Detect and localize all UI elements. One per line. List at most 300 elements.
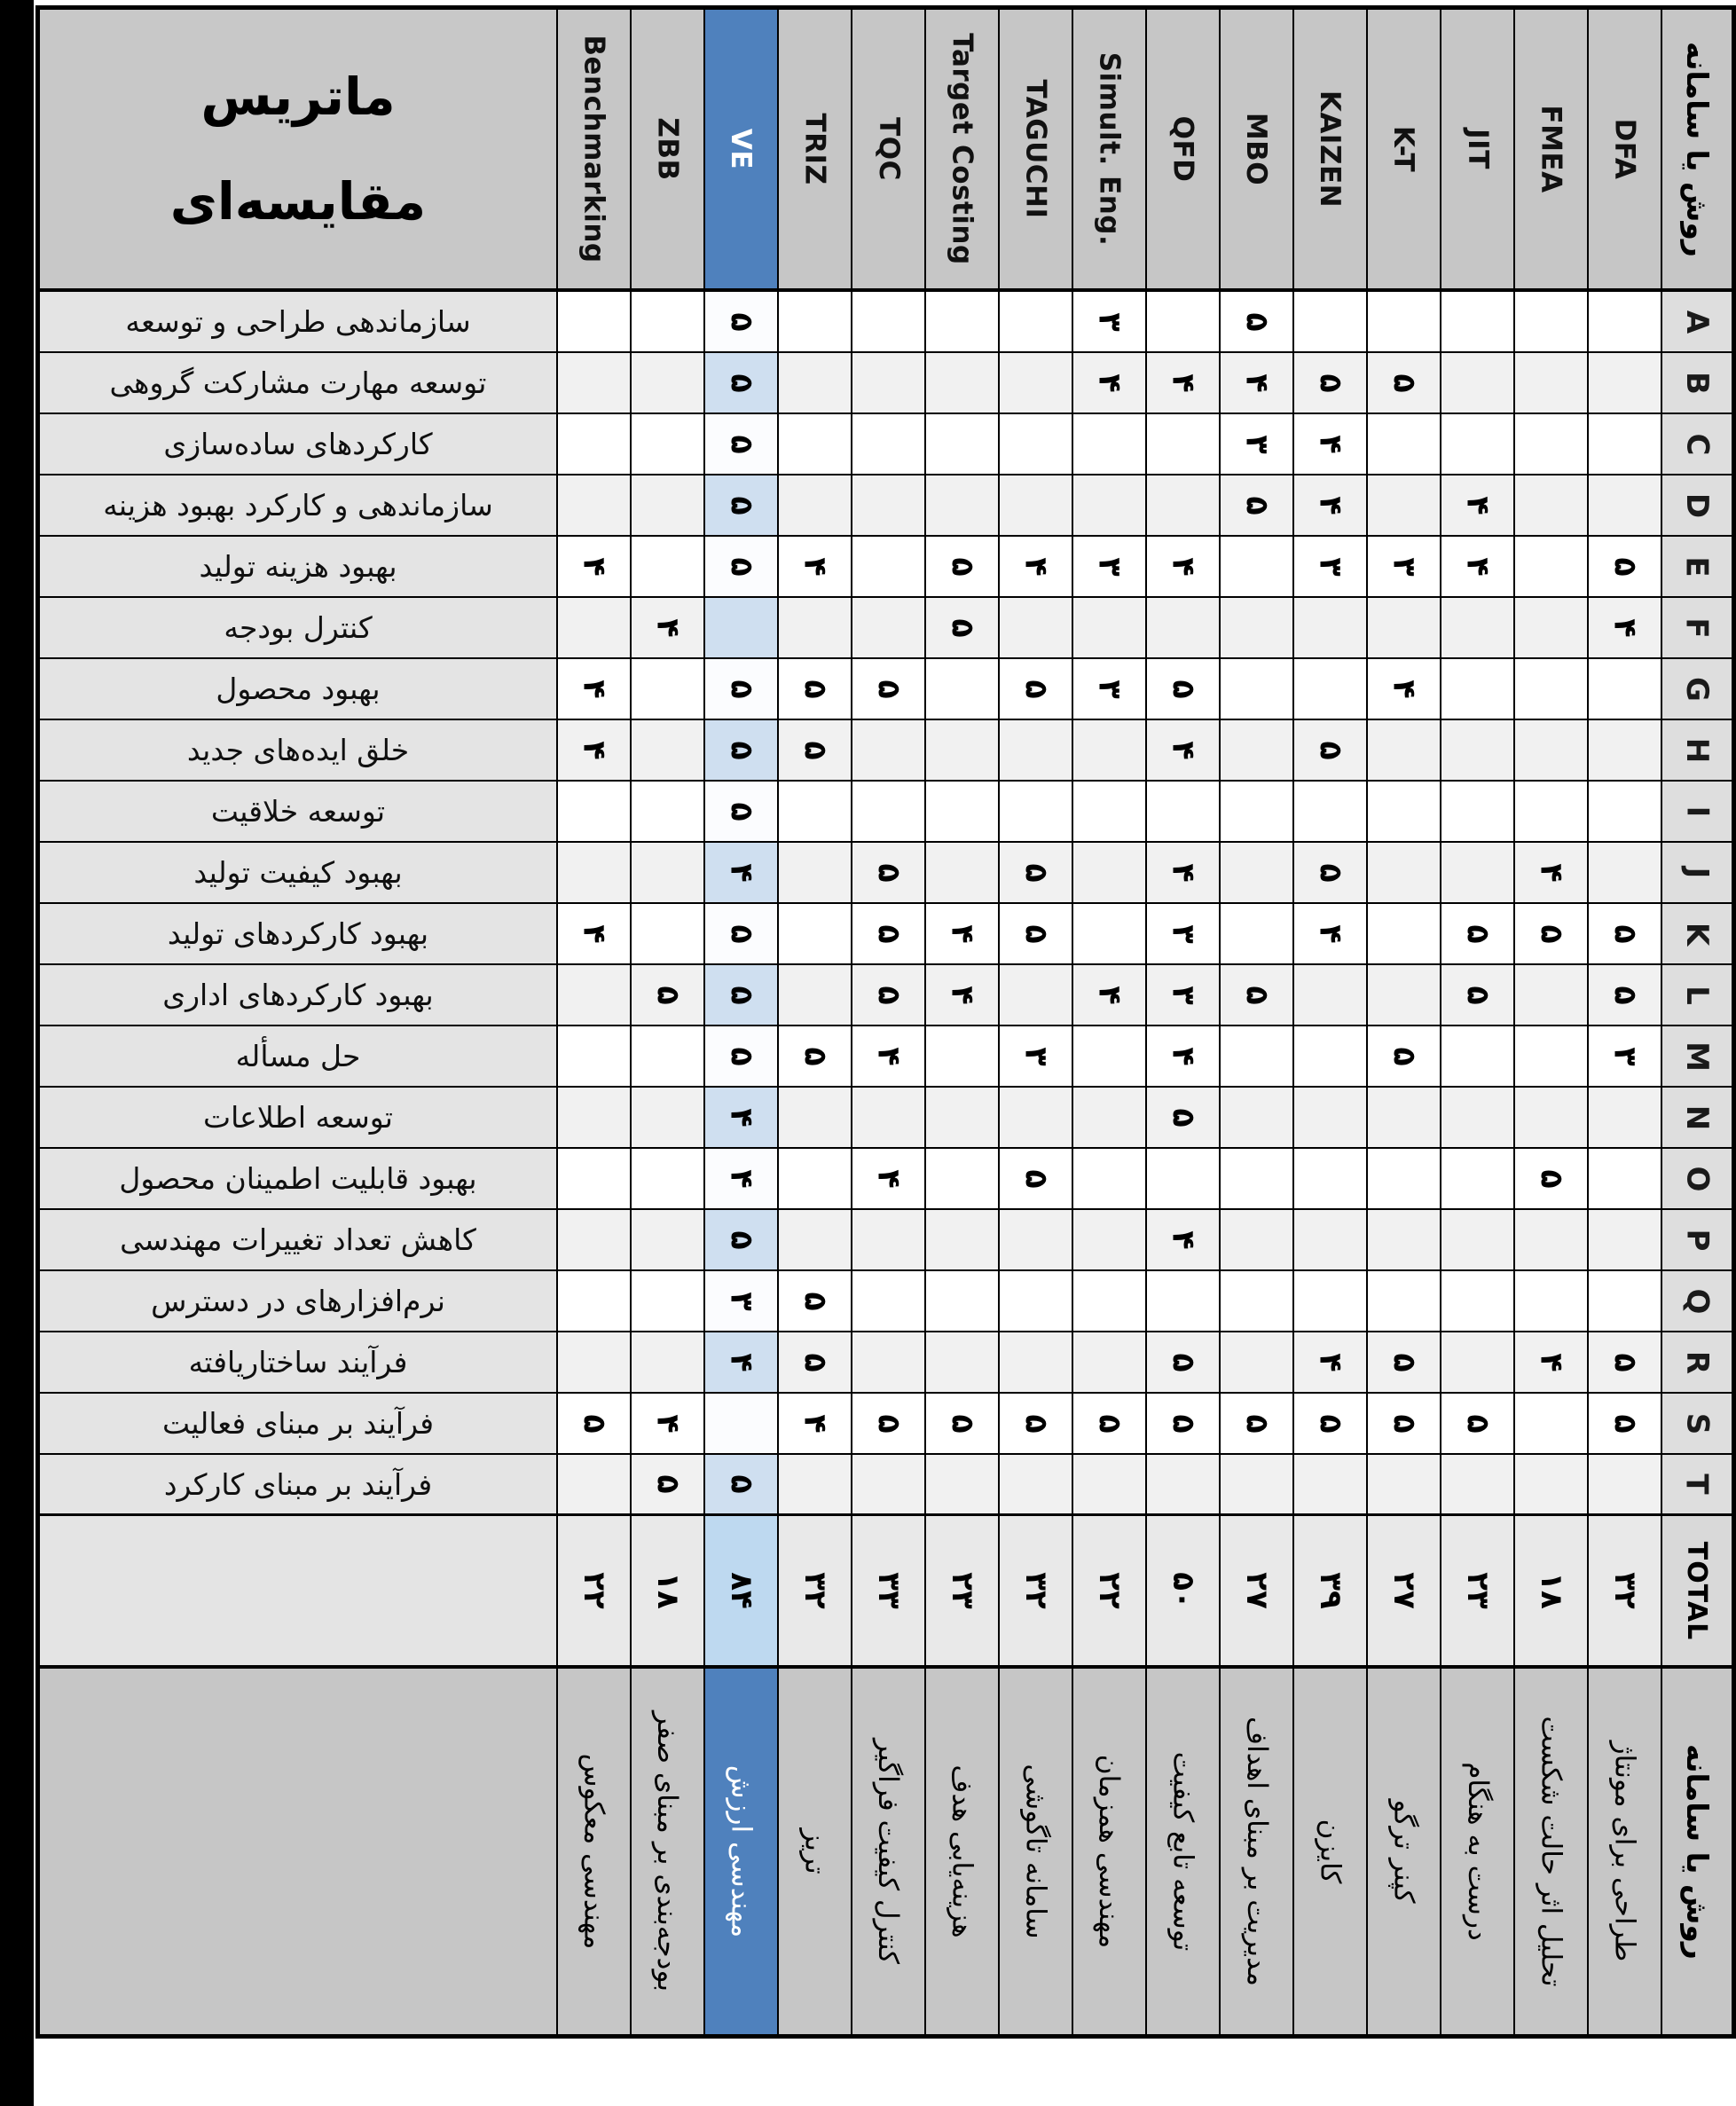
matrix-cell-N-simult-eng- — [1073, 1088, 1147, 1149]
matrix-cell-J-mbo — [1221, 843, 1294, 904]
column-header-label: FMEA — [1535, 105, 1567, 193]
matrix-cell-B-mbo — [1221, 353, 1294, 414]
matrix-cell-K-target-costing — [926, 904, 1000, 965]
matrix-cell-I-fmea — [1515, 782, 1589, 843]
matrix-cell-D-target-costing — [926, 475, 1000, 537]
row-letter-label: K — [1678, 922, 1715, 946]
matrix-cell-C-zbb — [632, 414, 705, 475]
row-letter-label: E — [1678, 555, 1715, 578]
row-label-text: بهبود کیفیت تولید — [193, 855, 403, 890]
cell-value: ۴ — [576, 923, 612, 944]
total-cell-taguchi — [1000, 1516, 1073, 1669]
cell-value: ۳ — [1017, 1046, 1054, 1066]
method-name-label: مهندسی همزمان — [1093, 1754, 1126, 1949]
matrix-cell-C-dfa — [1589, 414, 1662, 475]
matrix-cell-H-kaizen — [1294, 720, 1368, 782]
matrix-cell-O-zbb — [632, 1149, 705, 1210]
row-label-L — [40, 965, 558, 1026]
row-label-text: فرآیند بر مبنای کارکرد — [163, 1466, 433, 1502]
matrix-cell-P-kaizen — [1294, 1210, 1368, 1271]
column-header-ve — [705, 10, 779, 292]
matrix-cell-D-taguchi — [1000, 475, 1073, 537]
matrix-cell-Q-zbb — [632, 1271, 705, 1332]
matrix-cell-Q-jit — [1441, 1271, 1515, 1332]
matrix-cell-D-k-t — [1368, 475, 1441, 537]
matrix-cell-Q-mbo — [1221, 1271, 1294, 1332]
matrix-cell-C-simult-eng- — [1073, 414, 1147, 475]
row-label-text: بهبود کارکردهای تولید — [167, 916, 429, 951]
cell-value: ۵ — [1606, 556, 1643, 577]
column-header-dfa — [1589, 10, 1662, 292]
method-name-dfa — [1589, 1669, 1662, 2034]
matrix-cell-F-tqc — [852, 598, 926, 659]
matrix-cell-O-fmea — [1515, 1149, 1589, 1210]
matrix-cell-R-k-t — [1368, 1332, 1441, 1394]
matrix-cell-R-dfa — [1589, 1332, 1662, 1394]
matrix-cell-I-triz — [779, 782, 852, 843]
column-header-label: KAIZEN — [1314, 90, 1347, 208]
matrix-cell-E-taguchi — [1000, 537, 1073, 598]
cell-value: ۵ — [723, 1230, 759, 1250]
matrix-cell-H-k-t — [1368, 720, 1441, 782]
row-label-text: خلق ایده‌های جدید — [186, 733, 410, 767]
matrix-cell-J-triz — [779, 843, 852, 904]
matrix-cell-N-mbo — [1221, 1088, 1294, 1149]
matrix-cell-A-benchmarking — [558, 292, 632, 353]
matrix-cell-R-taguchi — [1000, 1332, 1073, 1394]
matrix-cell-P-ve — [705, 1210, 779, 1271]
matrix-cell-H-dfa — [1589, 720, 1662, 782]
total-cell-fmea — [1515, 1516, 1589, 1669]
row-letter-O — [1662, 1149, 1732, 1210]
matrix-cell-N-jit — [1441, 1088, 1515, 1149]
matrix-cell-S-k-t — [1368, 1394, 1441, 1455]
cell-value: ۵ — [1312, 1413, 1348, 1434]
cell-value: ۵ — [1533, 1168, 1569, 1189]
matrix-cell-M-target-costing — [926, 1026, 1000, 1088]
matrix-cell-N-fmea — [1515, 1088, 1589, 1149]
corner-footer-cell — [1662, 1669, 1732, 2034]
row-letter-H — [1662, 720, 1732, 782]
total-value: ۳۲ — [1606, 1572, 1643, 1609]
matrix-cell-B-dfa — [1589, 353, 1662, 414]
matrix-cell-N-taguchi — [1000, 1088, 1073, 1149]
cell-value: ۵ — [723, 740, 759, 760]
matrix-cell-L-kaizen — [1294, 965, 1368, 1026]
cell-value: ۵ — [1017, 1413, 1054, 1434]
cell-value: ۳ — [1238, 434, 1275, 454]
total-value: ۵۰ — [1165, 1572, 1201, 1609]
matrix-cell-L-ve — [705, 965, 779, 1026]
total-value: ۲۳ — [944, 1572, 980, 1609]
matrix-cell-G-triz — [779, 659, 852, 720]
matrix-cell-E-target-costing — [926, 537, 1000, 598]
row-letter-label: S — [1679, 1412, 1715, 1434]
matrix-cell-L-taguchi — [1000, 965, 1073, 1026]
matrix-cell-D-fmea — [1515, 475, 1589, 537]
row-letter-label: Q — [1679, 1288, 1715, 1314]
column-header-zbb — [632, 10, 705, 292]
cell-value: ۵ — [1017, 923, 1054, 944]
matrix-cell-E-qfd — [1147, 537, 1221, 598]
cell-value: ۴ — [1238, 373, 1275, 393]
cell-value: ۵ — [1238, 985, 1275, 1005]
row-letter-G — [1662, 659, 1732, 720]
matrix-title-cell — [40, 10, 558, 292]
matrix-cell-M-dfa — [1589, 1026, 1662, 1088]
matrix-cell-H-fmea — [1515, 720, 1589, 782]
total-value: ۲۲ — [1091, 1572, 1127, 1609]
total-cell-tqc — [852, 1516, 926, 1669]
matrix-cell-E-kaizen — [1294, 537, 1368, 598]
matrix-cell-B-triz — [779, 353, 852, 414]
matrix-cell-F-benchmarking — [558, 598, 632, 659]
matrix-cell-L-zbb — [632, 965, 705, 1026]
total-value: ۲۳ — [1459, 1572, 1496, 1609]
row-letter-B — [1662, 353, 1732, 414]
matrix-cell-N-triz — [779, 1088, 852, 1149]
cell-value: ۵ — [1017, 862, 1054, 883]
matrix-cell-H-zbb — [632, 720, 705, 782]
cell-value: ۵ — [1606, 1352, 1643, 1372]
matrix-cell-C-kaizen — [1294, 414, 1368, 475]
row-letter-K — [1662, 904, 1732, 965]
matrix-cell-P-simult-eng- — [1073, 1210, 1147, 1271]
total-value: ۲۷ — [1386, 1572, 1422, 1609]
matrix-cell-C-triz — [779, 414, 852, 475]
matrix-cell-K-taguchi — [1000, 904, 1073, 965]
cell-value: ۴ — [723, 1107, 759, 1128]
method-name-label: هزینه‌یابی هدف — [946, 1764, 978, 1938]
column-header-label: JIT — [1461, 129, 1494, 169]
matrix-cell-J-fmea — [1515, 843, 1589, 904]
cell-value: ۵ — [797, 679, 833, 699]
matrix-cell-J-dfa — [1589, 843, 1662, 904]
matrix-cell-S-fmea — [1515, 1394, 1589, 1455]
column-header-label: TQC — [872, 117, 905, 181]
cell-value: ۵ — [870, 679, 907, 699]
matrix-cell-M-ve — [705, 1026, 779, 1088]
total-cell-kaizen — [1294, 1516, 1368, 1669]
matrix-cell-S-taguchi — [1000, 1394, 1073, 1455]
matrix-cell-N-qfd — [1147, 1088, 1221, 1149]
matrix-cell-E-k-t — [1368, 537, 1441, 598]
method-name-label: بودجه‌بندی بر مبنای صفر — [651, 1710, 684, 1992]
cell-value: ۴ — [1165, 373, 1201, 393]
cell-value: ۵ — [1165, 1352, 1201, 1372]
matrix-cell-B-zbb — [632, 353, 705, 414]
matrix-cell-D-kaizen — [1294, 475, 1368, 537]
column-header-label: VE — [725, 128, 758, 170]
method-name-tqc — [852, 1669, 926, 2034]
cell-value: ۵ — [870, 985, 907, 1005]
cell-value: ۵ — [1017, 1168, 1054, 1189]
matrix-cell-H-mbo — [1221, 720, 1294, 782]
matrix-cell-T-tqc — [852, 1455, 926, 1516]
column-header-triz — [779, 10, 852, 292]
cell-value: ۴ — [1386, 679, 1422, 699]
matrix-cell-O-ve — [705, 1149, 779, 1210]
matrix-cell-K-jit — [1441, 904, 1515, 965]
matrix-cell-R-jit — [1441, 1332, 1515, 1394]
column-header-label: K-T — [1387, 125, 1420, 173]
row-letter-M — [1662, 1026, 1732, 1088]
matrix-cell-T-simult-eng- — [1073, 1455, 1147, 1516]
cell-value: ۴ — [797, 556, 833, 577]
total-value: ۳۳ — [870, 1572, 907, 1609]
matrix-cell-D-triz — [779, 475, 852, 537]
cell-value: ۳ — [723, 1291, 759, 1311]
cell-value: ۴ — [1091, 985, 1127, 1005]
matrix-cell-F-dfa — [1589, 598, 1662, 659]
cell-value: ۵ — [1238, 495, 1275, 515]
method-name-label: مهندسی ارزش — [725, 1764, 758, 1938]
cell-value: ۴ — [576, 556, 612, 577]
matrix-cell-M-taguchi — [1000, 1026, 1073, 1088]
matrix-cell-L-triz — [779, 965, 852, 1026]
matrix-title-line1: ماتریس — [200, 67, 396, 127]
column-header-k-t — [1368, 10, 1441, 292]
cell-value: ۵ — [649, 1474, 686, 1494]
method-name-label: مهندسی معکوس — [577, 1753, 610, 1950]
matrix-cell-G-dfa — [1589, 659, 1662, 720]
matrix-cell-H-tqc — [852, 720, 926, 782]
matrix-cell-K-kaizen — [1294, 904, 1368, 965]
row-letter-label: A — [1678, 310, 1715, 334]
cell-value: ۵ — [1165, 679, 1201, 699]
matrix-cell-R-triz — [779, 1332, 852, 1394]
row-label-P — [40, 1210, 558, 1271]
matrix-cell-B-simult-eng- — [1073, 353, 1147, 414]
matrix-cell-I-benchmarking — [558, 782, 632, 843]
matrix-cell-Q-triz — [779, 1271, 852, 1332]
matrix-cell-K-dfa — [1589, 904, 1662, 965]
matrix-cell-F-taguchi — [1000, 598, 1073, 659]
matrix-cell-L-tqc — [852, 965, 926, 1026]
cell-value: ۳ — [1091, 556, 1127, 577]
matrix-cell-A-k-t — [1368, 292, 1441, 353]
matrix-cell-J-kaizen — [1294, 843, 1368, 904]
method-name-target-costing — [926, 1669, 1000, 2034]
matrix-cell-G-kaizen — [1294, 659, 1368, 720]
matrix-cell-L-target-costing — [926, 965, 1000, 1026]
row-letter-S — [1662, 1394, 1732, 1455]
matrix-cell-Q-fmea — [1515, 1271, 1589, 1332]
matrix-cell-K-tqc — [852, 904, 926, 965]
matrix-cell-A-taguchi — [1000, 292, 1073, 353]
row-letter-label: O — [1679, 1166, 1715, 1191]
matrix-cell-A-dfa — [1589, 292, 1662, 353]
matrix-cell-G-tqc — [852, 659, 926, 720]
matrix-cell-G-fmea — [1515, 659, 1589, 720]
cell-value: ۴ — [1312, 1352, 1348, 1372]
row-label-F — [40, 598, 558, 659]
row-label-G — [40, 659, 558, 720]
matrix-cell-H-jit — [1441, 720, 1515, 782]
corner-header-cell — [1662, 10, 1732, 292]
cell-value: ۴ — [1312, 495, 1348, 515]
matrix-cell-E-tqc — [852, 537, 926, 598]
row-letter-label: C — [1678, 433, 1715, 455]
matrix-cell-C-mbo — [1221, 414, 1294, 475]
matrix-cell-E-triz — [779, 537, 852, 598]
matrix-cell-T-dfa — [1589, 1455, 1662, 1516]
cell-value: ۵ — [944, 1413, 980, 1434]
method-name-taguchi — [1000, 1669, 1073, 2034]
matrix-cell-M-kaizen — [1294, 1026, 1368, 1088]
matrix-cell-K-benchmarking — [558, 904, 632, 965]
cell-value: ۵ — [1386, 1046, 1422, 1066]
matrix-cell-D-jit — [1441, 475, 1515, 537]
matrix-cell-J-jit — [1441, 843, 1515, 904]
matrix-cell-Q-ve — [705, 1271, 779, 1332]
cell-value: ۵ — [1459, 923, 1496, 944]
matrix-cell-R-ve — [705, 1332, 779, 1394]
matrix-cell-H-simult-eng- — [1073, 720, 1147, 782]
matrix-cell-F-qfd — [1147, 598, 1221, 659]
row-letter-A — [1662, 292, 1732, 353]
cell-value: ۴ — [576, 740, 612, 760]
row-label-D — [40, 475, 558, 537]
cell-value: ۴ — [1165, 740, 1201, 760]
matrix-cell-I-qfd — [1147, 782, 1221, 843]
method-name-label: کنترل کیفیت فراگیر — [872, 1738, 905, 1965]
row-letter-Q — [1662, 1271, 1732, 1332]
matrix-cell-M-mbo — [1221, 1026, 1294, 1088]
matrix-cell-R-target-costing — [926, 1332, 1000, 1394]
matrix-cell-C-benchmarking — [558, 414, 632, 475]
cell-value: ۴ — [1165, 556, 1201, 577]
matrix-cell-C-fmea — [1515, 414, 1589, 475]
matrix-cell-A-fmea — [1515, 292, 1589, 353]
matrix-title-line2: مقایسه‌ای — [169, 171, 427, 232]
matrix-cell-G-zbb — [632, 659, 705, 720]
cell-value: ۴ — [1459, 556, 1496, 577]
cell-value: ۴ — [576, 679, 612, 699]
method-name-label: توسعه تابع کیفیت — [1166, 1751, 1199, 1952]
total-value: ۳۲ — [1017, 1572, 1054, 1609]
row-label-A — [40, 292, 558, 353]
cell-value: ۵ — [1312, 740, 1348, 760]
column-header-mbo — [1221, 10, 1294, 292]
total-cell-target-costing — [926, 1516, 1000, 1669]
matrix-cell-N-benchmarking — [558, 1088, 632, 1149]
matrix-cell-K-zbb — [632, 904, 705, 965]
row-label-T — [40, 1455, 558, 1516]
row-letter-label: P — [1678, 1229, 1715, 1251]
cell-value: ۳ — [1312, 556, 1348, 577]
matrix-cell-S-benchmarking — [558, 1394, 632, 1455]
row-label-text: بهبود هزینه تولید — [199, 549, 397, 584]
total-cell-qfd — [1147, 1516, 1221, 1669]
row-label-text: کنترل بودجه — [224, 610, 373, 645]
method-name-label: طراحی برای مونتاژ — [1608, 1741, 1641, 1962]
row-letter-label: F — [1678, 617, 1715, 639]
cell-value: ۵ — [1091, 1413, 1127, 1434]
matrix-cell-D-dfa — [1589, 475, 1662, 537]
total-cell-triz — [779, 1516, 852, 1669]
total-cell-benchmarking — [558, 1516, 632, 1669]
cell-value: ۵ — [1606, 1413, 1643, 1434]
row-label-K — [40, 904, 558, 965]
cell-value: ۳ — [1165, 923, 1201, 944]
row-letter-label: M — [1679, 1041, 1715, 1072]
matrix-cell-F-mbo — [1221, 598, 1294, 659]
row-label-text: کاهش تعداد تغییرات مهندسی — [120, 1222, 476, 1257]
cell-value: ۵ — [1386, 1413, 1422, 1434]
cell-value: ۳ — [1091, 679, 1127, 699]
matrix-cell-J-k-t — [1368, 843, 1441, 904]
row-label-text: بهبود قابلیت اطمینان محصول — [119, 1161, 477, 1196]
cell-value: ۵ — [723, 556, 759, 577]
matrix-cell-O-kaizen — [1294, 1149, 1368, 1210]
method-name-qfd — [1147, 1669, 1221, 2034]
matrix-cell-O-tqc — [852, 1149, 926, 1210]
matrix-cell-D-benchmarking — [558, 475, 632, 537]
total-cell-zbb — [632, 1516, 705, 1669]
matrix-cell-E-zbb — [632, 537, 705, 598]
row-letter-I — [1662, 782, 1732, 843]
matrix-cell-G-target-costing — [926, 659, 1000, 720]
matrix-cell-G-k-t — [1368, 659, 1441, 720]
total-row-label-spacer — [40, 1516, 558, 1669]
row-letter-E — [1662, 537, 1732, 598]
matrix-cell-S-simult-eng- — [1073, 1394, 1147, 1455]
matrix-cell-D-simult-eng- — [1073, 475, 1147, 537]
matrix-cell-N-kaizen — [1294, 1088, 1368, 1149]
method-name-label: کایزن — [1314, 1819, 1347, 1884]
method-name-label: تریز — [798, 1828, 831, 1874]
matrix-cell-C-target-costing — [926, 414, 1000, 475]
matrix-cell-K-fmea — [1515, 904, 1589, 965]
matrix-cell-A-mbo — [1221, 292, 1294, 353]
method-name-label: کپنر ترگو — [1387, 1799, 1420, 1904]
method-name-zbb — [632, 1669, 705, 2034]
matrix-cell-L-dfa — [1589, 965, 1662, 1026]
matrix-cell-M-benchmarking — [558, 1026, 632, 1088]
matrix-cell-K-mbo — [1221, 904, 1294, 965]
matrix-cell-I-ve — [705, 782, 779, 843]
cell-value: ۴ — [723, 862, 759, 883]
matrix-cell-P-fmea — [1515, 1210, 1589, 1271]
matrix-cell-L-benchmarking — [558, 965, 632, 1026]
cell-value: ۵ — [1606, 985, 1643, 1005]
column-header-label: QFD — [1166, 115, 1199, 183]
matrix-cell-L-mbo — [1221, 965, 1294, 1026]
matrix-cell-A-qfd — [1147, 292, 1221, 353]
matrix-cell-J-taguchi — [1000, 843, 1073, 904]
matrix-cell-O-triz — [779, 1149, 852, 1210]
total-value: ۱۸ — [1533, 1572, 1569, 1609]
matrix-cell-L-jit — [1441, 965, 1515, 1026]
cell-value: ۵ — [797, 1291, 833, 1311]
matrix-cell-B-jit — [1441, 353, 1515, 414]
row-letter-C — [1662, 414, 1732, 475]
matrix-cell-I-dfa — [1589, 782, 1662, 843]
matrix-cell-R-qfd — [1147, 1332, 1221, 1394]
matrix-cell-J-benchmarking — [558, 843, 632, 904]
matrix-cell-S-dfa — [1589, 1394, 1662, 1455]
cell-value: ۵ — [1238, 311, 1275, 332]
matrix-cell-H-triz — [779, 720, 852, 782]
cell-value: ۴ — [870, 1046, 907, 1066]
cell-value: ۵ — [723, 495, 759, 515]
method-name-benchmarking — [558, 1669, 632, 2034]
matrix-cell-Q-tqc — [852, 1271, 926, 1332]
matrix-cell-M-k-t — [1368, 1026, 1441, 1088]
cell-value: ۴ — [723, 1168, 759, 1189]
cell-value: ۴ — [1165, 1230, 1201, 1250]
